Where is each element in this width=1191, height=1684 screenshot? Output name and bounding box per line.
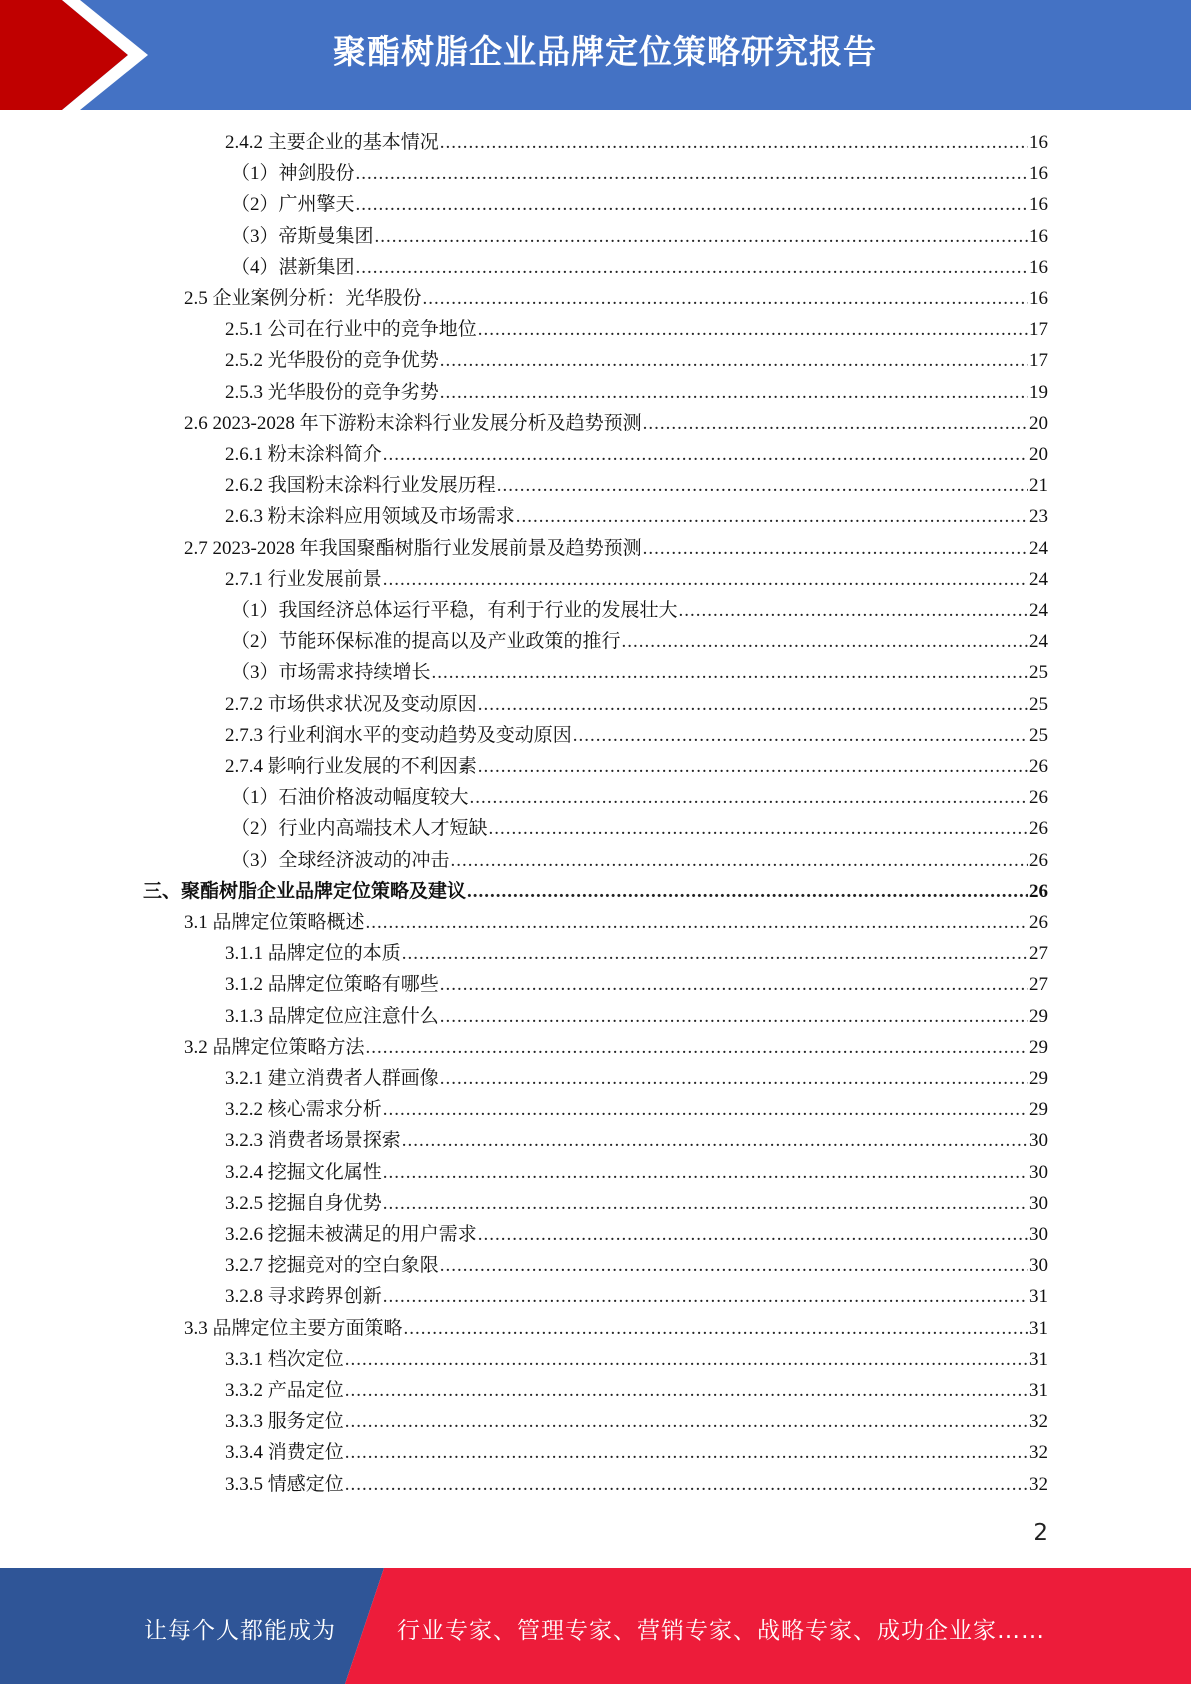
toc-entry[interactable] xyxy=(225,751,1048,782)
toc-entry-label: 3.2.1 建立消费者人群画像 xyxy=(225,1068,439,1089)
toc-entry-label: 2.6 2023-2028 年下游粉末涂料行业发展分析及趋势预测 xyxy=(184,412,642,434)
toc-leader-dots xyxy=(366,907,1028,938)
toc-leader-dots xyxy=(440,127,1028,158)
toc-leader-dots xyxy=(497,470,1028,501)
toc-entry[interactable] xyxy=(231,221,1048,252)
toc-entry-page: 20 xyxy=(1029,444,1048,465)
toc-entry-label: （2）行业内高端技术人才短缺 xyxy=(231,818,488,840)
toc-entry-label: 3.2.5 挖掘自身优势 xyxy=(225,1192,382,1214)
toc-entry[interactable] xyxy=(231,158,1048,189)
toc-entry-page: 26 xyxy=(1029,787,1048,809)
toc-entry-label: 3.3.5 情感定位 xyxy=(225,1473,344,1495)
toc-leader-dots xyxy=(643,408,1028,439)
toc-entry-page: 29 xyxy=(1029,1068,1048,1089)
toc-entry-label: 3.1 品牌定位策略概述 xyxy=(184,912,365,933)
toc-entry[interactable] xyxy=(231,252,1048,283)
toc-leader-dots xyxy=(375,221,1028,252)
toc-entry[interactable] xyxy=(225,1406,1048,1437)
toc-entry-page: 16 xyxy=(1029,132,1048,153)
toc-leader-dots xyxy=(345,1375,1028,1406)
toc-leader-dots xyxy=(478,751,1028,782)
toc-entry-page: 31 xyxy=(1029,1317,1048,1339)
toc-entry-page: 26 xyxy=(1029,756,1048,777)
toc-entry-page: 17 xyxy=(1029,319,1048,341)
toc-entry-label: 3.1.2 品牌定位策略有哪些 xyxy=(225,974,439,996)
page-number: 2 xyxy=(1033,1520,1048,1546)
toc-entry[interactable] xyxy=(231,595,1048,626)
toc-entry-label: 3.3 品牌定位主要方面策略 xyxy=(184,1317,403,1339)
toc-entry-page: 31 xyxy=(1029,1348,1048,1370)
toc-entry-page: 32 xyxy=(1029,1442,1048,1464)
toc-entry[interactable] xyxy=(225,1344,1048,1375)
toc-entry-label: 2.6.3 粉末涂料应用领域及市场需求 xyxy=(225,506,515,528)
toc-entry-label: 三、聚酯树脂企业品牌定位策略及建议 xyxy=(143,880,467,902)
toc-entry-page: 16 xyxy=(1029,194,1048,216)
toc-entry[interactable] xyxy=(225,1188,1048,1219)
toc-leader-dots xyxy=(643,533,1028,564)
toc-entry-label: 3.2 品牌定位策略方法 xyxy=(184,1036,365,1058)
toc-entry-label: 3.2.2 核心需求分析 xyxy=(225,1099,382,1121)
toc-entry[interactable] xyxy=(225,564,1048,595)
toc-entry[interactable] xyxy=(225,1375,1048,1406)
footer-slogan: 让每个人都能成为 xyxy=(144,1618,336,1644)
toc-entry-page: 24 xyxy=(1029,600,1048,621)
page-footer xyxy=(0,1568,1191,1684)
toc-entry[interactable] xyxy=(225,127,1048,158)
toc-leader-dots xyxy=(345,1344,1028,1375)
toc-entry[interactable] xyxy=(225,1001,1048,1032)
toc-entry-page: 31 xyxy=(1029,1286,1048,1308)
toc-entry[interactable] xyxy=(225,720,1048,751)
toc-entry-label: 2.5.2 光华股份的竞争优势 xyxy=(225,350,439,372)
toc-entry-label: （3）市场需求持续增长 xyxy=(231,662,431,684)
toc-entry-page: 30 xyxy=(1029,1161,1048,1183)
toc-entry-label: 3.2.7 挖掘竞对的空白象限 xyxy=(225,1255,439,1277)
toc-entry[interactable] xyxy=(184,907,1048,938)
toc-leader-dots xyxy=(383,439,1028,470)
toc-entry[interactable] xyxy=(225,1469,1048,1500)
toc-entry-label: （2）节能环保标准的提高以及产业政策的推行 xyxy=(231,631,621,653)
toc-entry-page: 24 xyxy=(1029,537,1048,559)
toc-leader-dots xyxy=(366,1032,1028,1063)
toc-entry-page: 16 xyxy=(1029,163,1048,185)
toc-entry-page: 26 xyxy=(1029,912,1048,933)
toc-entry-label: （1）神剑股份 xyxy=(231,163,355,185)
toc-entry-label: （1）我国经济总体运行平稳，有利于行业的发展壮大 xyxy=(231,600,678,621)
page-header xyxy=(0,0,1191,110)
toc-leader-dots xyxy=(440,1001,1028,1032)
toc-entry-label: 2.7.4 影响行业发展的不利因素 xyxy=(225,756,477,777)
toc-leader-dots xyxy=(432,657,1028,688)
toc-entry-label: 2.5.3 光华股份的竞争劣势 xyxy=(225,381,439,403)
toc-leader-dots xyxy=(516,501,1028,532)
toc-leader-dots xyxy=(440,345,1028,376)
toc-leader-dots xyxy=(356,158,1028,189)
toc-leader-dots xyxy=(440,1063,1028,1094)
toc-entry[interactable] xyxy=(225,1437,1048,1468)
toc-entry-page: 25 xyxy=(1029,724,1048,746)
toc-entry[interactable] xyxy=(225,1250,1048,1281)
toc-entry-label: 3.2.8 寻求跨界创新 xyxy=(225,1286,382,1308)
toc-entry[interactable] xyxy=(231,189,1048,220)
toc-entry-label: 2.5 企业案例分析：光华股份 xyxy=(184,288,422,309)
toc-entry[interactable] xyxy=(225,470,1048,501)
toc-leader-dots xyxy=(489,813,1028,844)
toc-entry-page: 30 xyxy=(1029,1192,1048,1214)
toc-leader-dots xyxy=(573,720,1028,751)
toc-entry-page: 24 xyxy=(1029,631,1048,653)
toc-entry-page: 21 xyxy=(1029,475,1048,497)
toc-entry[interactable] xyxy=(231,845,1048,876)
toc-leader-dots xyxy=(440,1250,1028,1281)
toc-leader-dots xyxy=(423,283,1028,314)
toc-entry-page: 26 xyxy=(1029,880,1048,902)
toc-entry-label: （2）广州擎天 xyxy=(231,194,355,216)
toc-entry-page: 30 xyxy=(1029,1224,1048,1245)
toc-leader-dots xyxy=(345,1469,1028,1500)
toc-entry[interactable] xyxy=(225,1063,1048,1094)
toc-entry-page: 29 xyxy=(1029,1099,1048,1121)
toc-entry-label: 3.1.3 品牌定位应注意什么 xyxy=(225,1005,439,1027)
toc-entry-label: （3）帝斯曼集团 xyxy=(231,225,374,247)
toc-leader-dots xyxy=(478,314,1028,345)
toc-entry-page: 19 xyxy=(1029,381,1048,403)
toc-leader-dots xyxy=(383,1188,1028,1219)
toc-entry-page: 27 xyxy=(1029,943,1048,965)
toc-entry-page: 23 xyxy=(1029,506,1048,528)
toc-entry-label: 2.7.2 市场供求状况及变动原因 xyxy=(225,693,477,715)
toc-entry[interactable] xyxy=(225,501,1048,532)
toc-entry-page: 26 xyxy=(1029,849,1048,871)
toc-entry[interactable] xyxy=(184,408,1048,439)
toc-entry[interactable] xyxy=(231,626,1048,657)
toc-entry-label: 2.7.3 行业利润水平的变动趋势及变动原因 xyxy=(225,724,572,746)
toc-entry-page: 17 xyxy=(1029,350,1048,372)
toc-entry[interactable] xyxy=(184,1032,1048,1063)
toc-entry[interactable] xyxy=(184,283,1048,314)
toc-entry[interactable] xyxy=(225,1219,1048,1250)
toc-entry-page: 27 xyxy=(1029,974,1048,996)
toc-entry-label: 3.3.3 服务定位 xyxy=(225,1411,344,1433)
toc-entry-label: 3.3.1 档次定位 xyxy=(225,1348,344,1370)
toc-entry[interactable] xyxy=(231,782,1048,813)
toc-entry-page: 29 xyxy=(1029,1005,1048,1027)
toc-entry-page: 24 xyxy=(1029,568,1048,590)
toc-entry-page: 25 xyxy=(1029,662,1048,684)
toc-entry-page: 16 xyxy=(1029,288,1048,309)
toc-leader-dots xyxy=(440,377,1028,408)
toc-entry[interactable] xyxy=(225,689,1048,720)
toc-entry[interactable] xyxy=(143,876,1048,907)
toc-entry-label: 2.6.2 我国粉末涂料行业发展历程 xyxy=(225,475,496,497)
report-title: 聚酯树脂企业品牌定位策略研究报告 xyxy=(333,32,877,71)
toc-entry-page: 29 xyxy=(1029,1036,1048,1058)
toc-leader-dots xyxy=(404,1313,1028,1344)
toc-leader-dots xyxy=(383,1157,1028,1188)
toc-entry[interactable] xyxy=(225,377,1048,408)
toc-leader-dots xyxy=(622,626,1028,657)
toc-entry[interactable] xyxy=(225,1094,1048,1125)
toc-entry[interactable] xyxy=(184,1313,1048,1344)
toc-entry-label: 3.1.1 品牌定位的本质 xyxy=(225,943,401,965)
toc-entry-page: 16 xyxy=(1029,256,1048,278)
toc-entry[interactable] xyxy=(231,657,1048,688)
toc-entry[interactable] xyxy=(231,813,1048,844)
toc-entry-page: 32 xyxy=(1029,1473,1048,1495)
toc-leader-dots xyxy=(440,969,1028,1000)
toc-entry[interactable] xyxy=(225,969,1048,1000)
toc-entry[interactable] xyxy=(225,1157,1048,1188)
toc-leader-dots xyxy=(383,1094,1028,1125)
toc-entry-label: 3.3.2 产品定位 xyxy=(225,1380,344,1401)
toc-entry-page: 20 xyxy=(1029,412,1048,434)
toc-entry-label: 3.2.6 挖掘未被满足的用户需求 xyxy=(225,1224,477,1245)
toc-leader-dots xyxy=(345,1406,1028,1437)
toc-entry-label: （4）湛新集团 xyxy=(231,256,355,278)
toc-leader-dots xyxy=(383,1281,1028,1312)
toc-entry-label: 3.3.4 消费定位 xyxy=(225,1442,344,1464)
footer-roles: 行业专家、管理专家、营销专家、战略专家、成功企业家…… xyxy=(397,1618,1045,1644)
toc-entry-page: 30 xyxy=(1029,1255,1048,1277)
toc-entry-page: 25 xyxy=(1029,693,1048,715)
toc-leader-dots xyxy=(356,189,1028,220)
toc-entry-label: 2.6.1 粉末涂料简介 xyxy=(225,444,382,465)
toc-entry[interactable] xyxy=(225,1125,1048,1156)
toc-leader-dots xyxy=(478,1219,1028,1250)
toc-entry[interactable] xyxy=(225,314,1048,345)
toc-leader-dots xyxy=(402,1125,1028,1156)
toc-leader-dots xyxy=(470,782,1028,813)
toc-entry-label: 2.7 2023-2028 年我国聚酯树脂行业发展前景及趋势预测 xyxy=(184,537,642,559)
toc-leader-dots xyxy=(356,252,1028,283)
toc-entry-page: 16 xyxy=(1029,225,1048,247)
toc-entry[interactable] xyxy=(225,938,1048,969)
toc-leader-dots xyxy=(451,845,1028,876)
toc-leader-dots xyxy=(383,564,1028,595)
toc-leader-dots xyxy=(679,595,1028,626)
toc-entry-label: 2.4.2 主要企业的基本情况 xyxy=(225,132,439,153)
toc-entry[interactable] xyxy=(225,1281,1048,1312)
toc-entry-page: 30 xyxy=(1029,1130,1048,1152)
toc-leader-dots xyxy=(478,689,1028,720)
toc-entry-label: （1）石油价格波动幅度较大 xyxy=(231,787,469,809)
toc-leader-dots xyxy=(467,876,1028,907)
toc-entry-label: 2.5.1 公司在行业中的竞争地位 xyxy=(225,319,477,341)
toc-entry-label: （3）全球经济波动的冲击 xyxy=(231,849,450,871)
toc-entry-label: 3.2.4 挖掘文化属性 xyxy=(225,1161,382,1183)
toc-leader-dots xyxy=(402,938,1028,969)
toc-leader-dots xyxy=(345,1437,1028,1468)
toc-entry-label: 2.7.1 行业发展前景 xyxy=(225,568,382,590)
toc-entry[interactable] xyxy=(225,439,1048,470)
toc-entry-page: 26 xyxy=(1029,818,1048,840)
toc-entry[interactable] xyxy=(184,533,1048,564)
toc-entry-page: 32 xyxy=(1029,1411,1048,1433)
toc-entry-label: 3.2.3 消费者场景探索 xyxy=(225,1130,401,1152)
toc-entry[interactable] xyxy=(225,345,1048,376)
toc-entry-page: 31 xyxy=(1029,1380,1048,1401)
